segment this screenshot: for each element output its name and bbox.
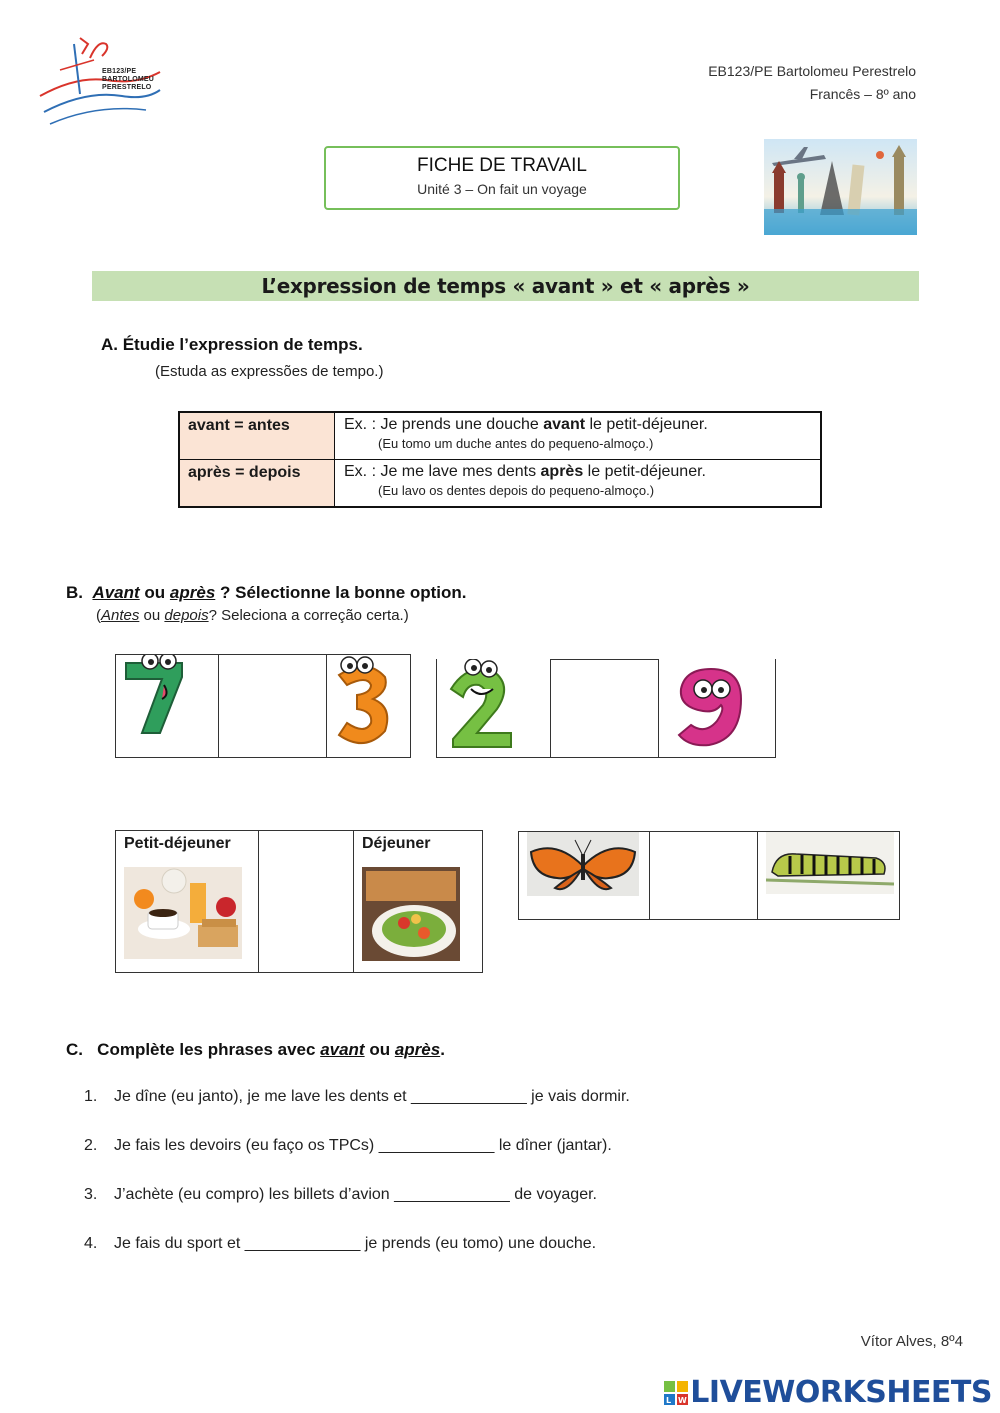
- section-letter: C.: [66, 1040, 83, 1059]
- instruction-text: Complète les phrases avec: [97, 1040, 321, 1059]
- meal-label-breakfast: Petit-déjeuner: [124, 835, 231, 852]
- question-number: 1.: [84, 1088, 98, 1105]
- lesson-banner: L’expression de temps « avant » et « après »: [92, 271, 919, 301]
- keyword-apres: après: [169, 583, 216, 602]
- answer-cell[interactable]: [650, 832, 758, 919]
- school-name: EB123/PE Bartolomeu Perestrelo: [708, 63, 916, 79]
- caterpillar-image: [766, 832, 894, 894]
- number-three-icon: [327, 655, 411, 755]
- answer-cell[interactable]: [259, 831, 354, 972]
- worksheet-title-box: [324, 146, 680, 210]
- section-a-translation: (Estuda as expressões de tempo.): [155, 363, 384, 380]
- example-sentence: [344, 416, 812, 434]
- course-label: Francês – 8º ano: [809, 86, 916, 102]
- question-text[interactable]: Je dîne (eu janto), je me lave les dents et _____________ je vais dormir.: [114, 1088, 630, 1105]
- section-letter: B.: [66, 583, 83, 602]
- question-text[interactable]: Je fais les devoirs (eu faço os TPCs) _____________ le dîner (jantar).: [114, 1137, 612, 1154]
- example-translation: (Eu lavo os dentes depois do pequeno-almoço.): [378, 483, 655, 498]
- exercise-box-7-3: [115, 654, 411, 758]
- question-number: 3.: [84, 1186, 98, 1203]
- number-two-icon: [437, 659, 547, 755]
- example-translation: (Eu tomo um duche antes do pequeno-almoço.): [378, 436, 654, 451]
- section-c-heading: [66, 1040, 445, 1060]
- section-b-translation: [96, 607, 409, 624]
- number-cell: [327, 655, 412, 757]
- logo-line: BARTOLOMEU: [102, 76, 155, 83]
- logo-line: PERESTRELO: [102, 84, 152, 91]
- keyword-depois: depois: [164, 607, 209, 624]
- example-sentence: [344, 463, 812, 481]
- question-item: [84, 1186, 597, 1204]
- number-seven-icon: [116, 655, 216, 755]
- question-item: [84, 1088, 630, 1106]
- question-text[interactable]: Je fais du sport et _____________ je prends (eu tomo) une douche.: [114, 1235, 597, 1252]
- question-item: [84, 1137, 612, 1155]
- school-info: [708, 60, 916, 106]
- connector-text: ou: [139, 583, 170, 602]
- paren-text: (: [96, 607, 101, 624]
- watermark-text: LIVEWORKSHEETS: [690, 1375, 992, 1410]
- period-text: .: [440, 1040, 445, 1059]
- logo-letter: W: [678, 1396, 687, 1405]
- image-cell: [758, 832, 901, 919]
- example-text: Ex. : Je me lave mes dents: [344, 463, 541, 480]
- logo-line: EB123/PE: [102, 68, 137, 75]
- question-item: [84, 1235, 596, 1253]
- travel-landmarks-image: [764, 139, 917, 235]
- keyword-antes: Antes: [101, 607, 140, 624]
- question-number: 2.: [84, 1137, 98, 1154]
- meal-cell: [354, 831, 484, 972]
- example-keyword: avant: [543, 416, 586, 433]
- worksheet-title: FICHE DE TRAVAIL: [417, 155, 587, 176]
- example-text: Ex. : Je prends une douche: [344, 416, 544, 433]
- author-credit: Vítor Alves, 8º4: [860, 1333, 963, 1350]
- example-cell: [336, 460, 820, 506]
- meal-cell: [116, 831, 259, 972]
- example-cell: [336, 413, 820, 459]
- term-cell: après = depois: [180, 460, 335, 506]
- logo-letter: L: [666, 1396, 671, 1405]
- question-number: 4.: [84, 1235, 98, 1252]
- instruction-text: ? Seleciona a correção certa.): [208, 607, 409, 624]
- question-text[interactable]: J’achète (eu compro) les billets d’avion _____________ de voyager.: [114, 1186, 597, 1203]
- connector-text: ou: [139, 607, 165, 624]
- example-text: le petit-déjeuner.: [585, 416, 708, 433]
- butterfly-image: [527, 832, 639, 896]
- exercise-box-insects: [518, 831, 900, 920]
- number-cell: [437, 659, 551, 757]
- term-cell: avant = antes: [180, 413, 335, 459]
- example-keyword: après: [540, 463, 584, 480]
- time-expression-table: [178, 411, 822, 508]
- school-logo: [36, 30, 166, 126]
- number-cell: [116, 655, 219, 757]
- table-row: [180, 413, 820, 460]
- number-nine-icon: [659, 659, 775, 755]
- meal-label-lunch: Déjeuner: [362, 835, 431, 852]
- keyword-avant: Avant: [92, 583, 140, 602]
- lunch-image: [362, 867, 460, 961]
- number-cell: [659, 659, 777, 757]
- exercise-box-2-9: [436, 659, 776, 758]
- answer-cell[interactable]: [551, 659, 659, 757]
- section-a-heading: A. Étudie l’expression de temps.: [101, 335, 363, 354]
- breakfast-image: [124, 867, 242, 959]
- table-row: [180, 460, 820, 506]
- image-cell: [519, 832, 650, 919]
- exercise-box-meals: [115, 830, 483, 973]
- keyword-apres: après: [394, 1040, 441, 1059]
- example-text: le petit-déjeuner.: [583, 463, 706, 480]
- liveworksheets-logo-icon: [664, 1381, 688, 1405]
- keyword-avant: avant: [320, 1040, 365, 1059]
- instruction-text: ? Sélectionne la bonne option.: [215, 583, 467, 602]
- section-b-heading: [66, 583, 467, 603]
- answer-cell[interactable]: [219, 655, 327, 757]
- number-seven-text: 7: [166, 715, 167, 716]
- worksheet-unit: Unité 3 – On fait un voyage: [417, 181, 587, 197]
- connector-text: ou: [364, 1040, 395, 1059]
- liveworksheets-watermark: [664, 1376, 992, 1410]
